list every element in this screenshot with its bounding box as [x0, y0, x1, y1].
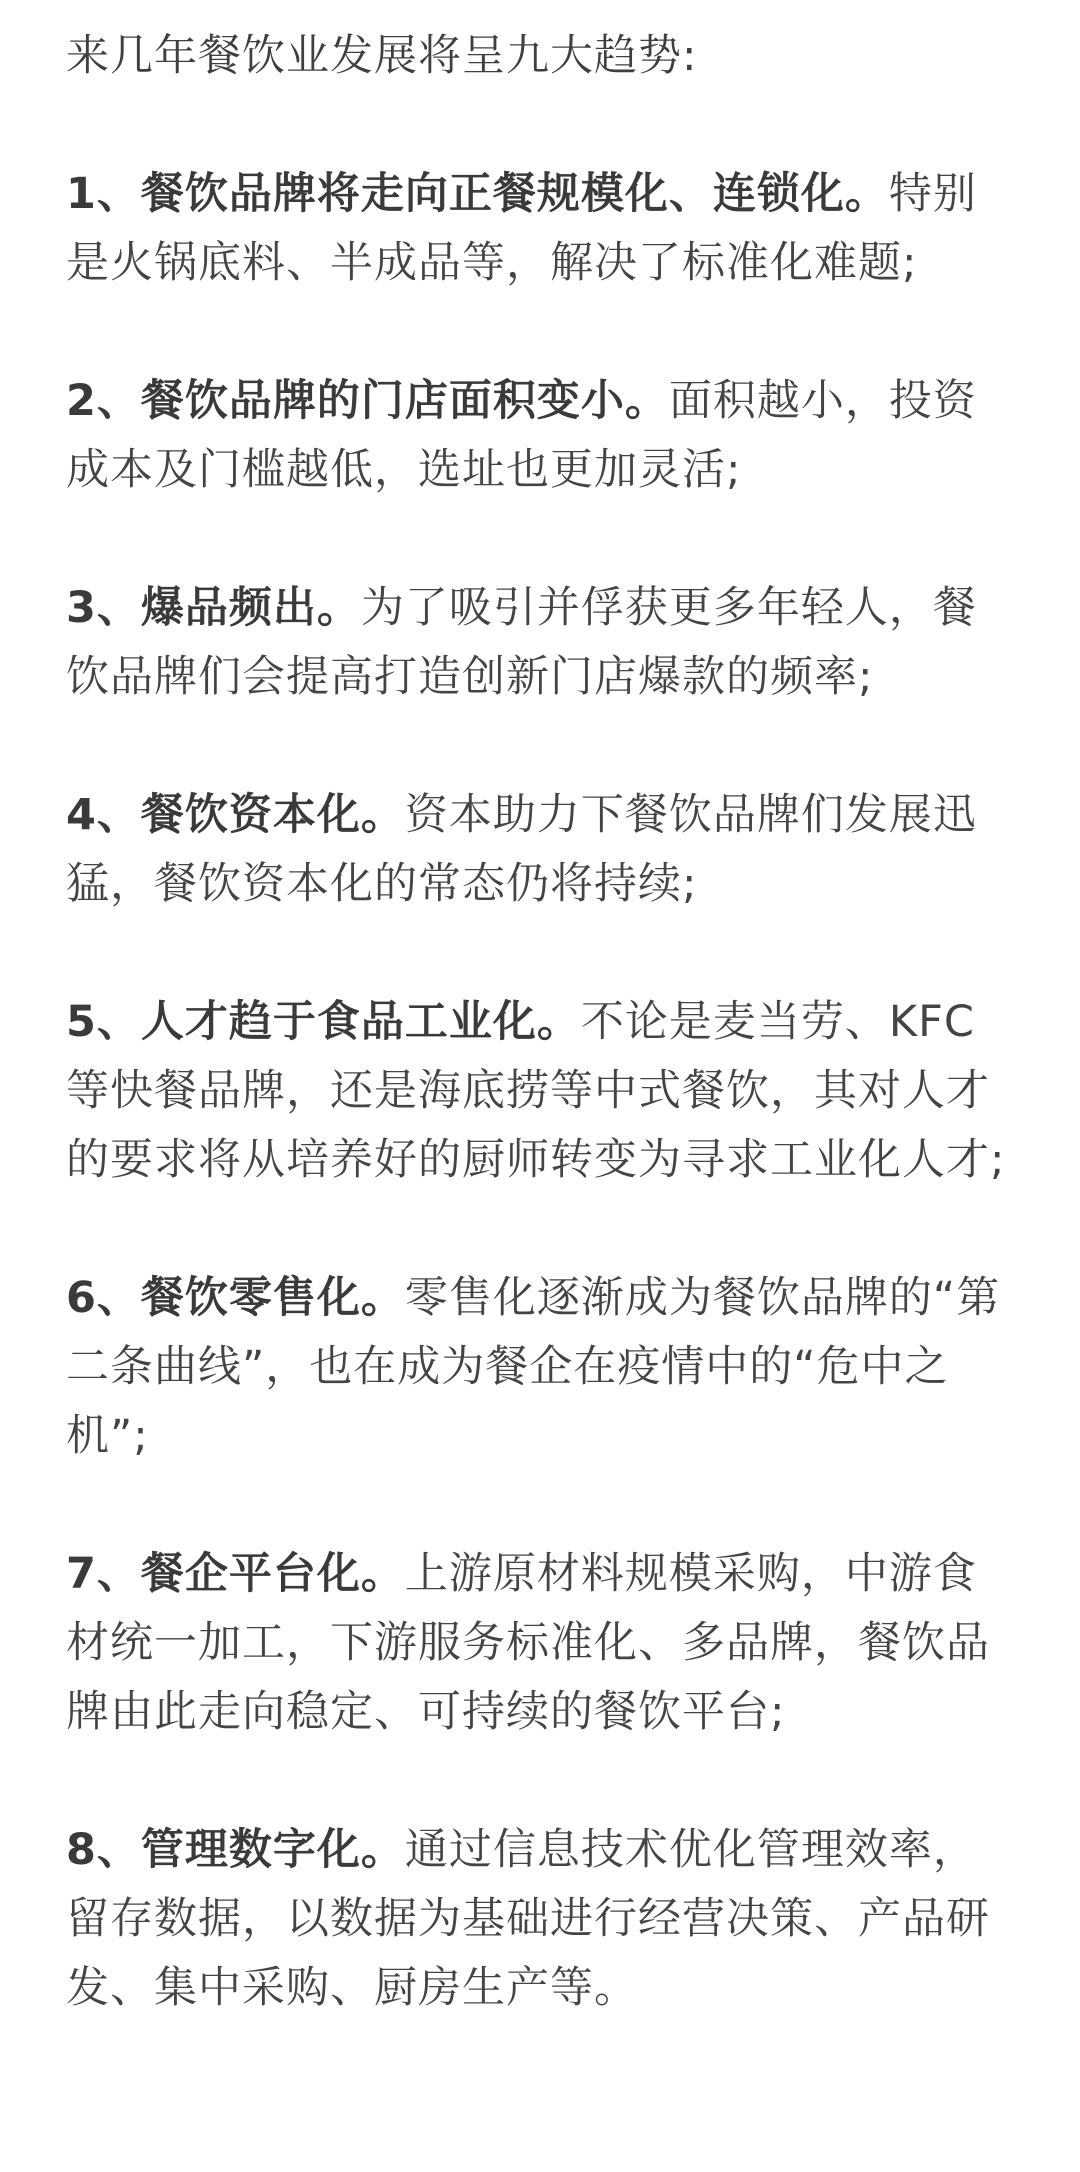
trend-item-1: [66, 160, 1014, 298]
trend-body: 零售化逐渐成为餐饮品牌的“第二条曲线”，也在成为餐企在疫情中的“危中之机”;: [66, 1273, 1001, 1461]
trend-number: 2、: [66, 376, 141, 426]
trend-body: 通过信息技术优化管理效率，留存数据，以数据为基础进行经营决策、产品研发、集中采购、厨房生产等。: [66, 1825, 990, 2013]
trend-body: 为了吸引并俘获更多年轻人，餐饮品牌们会提高打造创新门店爆款的频率;: [66, 583, 977, 702]
trend-heading: 餐饮品牌将走向正餐规模化、连锁化。: [140, 169, 889, 219]
trend-body: 面积越小，投资成本及门槛越低，选址也更加灵活;: [66, 376, 977, 495]
trend-number: 8、: [66, 1825, 141, 1875]
trend-heading: 管理数字化。: [140, 1825, 405, 1875]
trend-heading: 餐饮品牌的门店面积变小。: [140, 376, 669, 426]
intro-text: 来几年餐饮业发展将呈九大趋势:: [66, 31, 698, 81]
trend-number: 5、: [66, 997, 141, 1047]
trend-body: 上游原材料规模采购，中游食材统一加工，下游服务标准化、多品牌，餐饮品牌由此走向稳定、可持续的餐饮平台;: [66, 1549, 990, 1737]
trend-item-8: [66, 1816, 1014, 2023]
trend-item-4: [66, 781, 1014, 919]
trend-item-5: [66, 988, 1014, 1195]
trend-number: 7、: [66, 1549, 141, 1599]
trend-body: 不论是麦当劳、KFC等快餐品牌，还是海底捞等中式餐饮，其对人才的要求将从培养好的厨师转变为寻求工业化人才;: [66, 997, 1006, 1185]
trend-body: 特别是火锅底料、半成品等，解决了标准化难题;: [66, 169, 977, 288]
trend-number: 4、: [66, 790, 141, 840]
trend-heading: 人才趋于食品工业化。: [140, 997, 581, 1047]
trend-item-7: [66, 1540, 1014, 1747]
trend-item-6: [66, 1264, 1014, 1471]
trend-heading: 餐企平台化。: [140, 1549, 405, 1599]
trend-heading: 爆品频出。: [140, 583, 361, 633]
article-content: [66, 22, 1014, 2092]
trend-heading: 餐饮资本化。: [140, 790, 405, 840]
trend-number: 1、: [66, 169, 141, 219]
trend-number: 6、: [66, 1273, 141, 1323]
trend-body: 资本助力下餐饮品牌们发展迅猛，餐饮资本化的常态仍将持续;: [66, 790, 977, 909]
trend-item-2: [66, 367, 1014, 505]
trend-heading: 餐饮零售化。: [140, 1273, 405, 1323]
trend-item-3: [66, 574, 1014, 712]
trend-number: 3、: [66, 583, 141, 633]
